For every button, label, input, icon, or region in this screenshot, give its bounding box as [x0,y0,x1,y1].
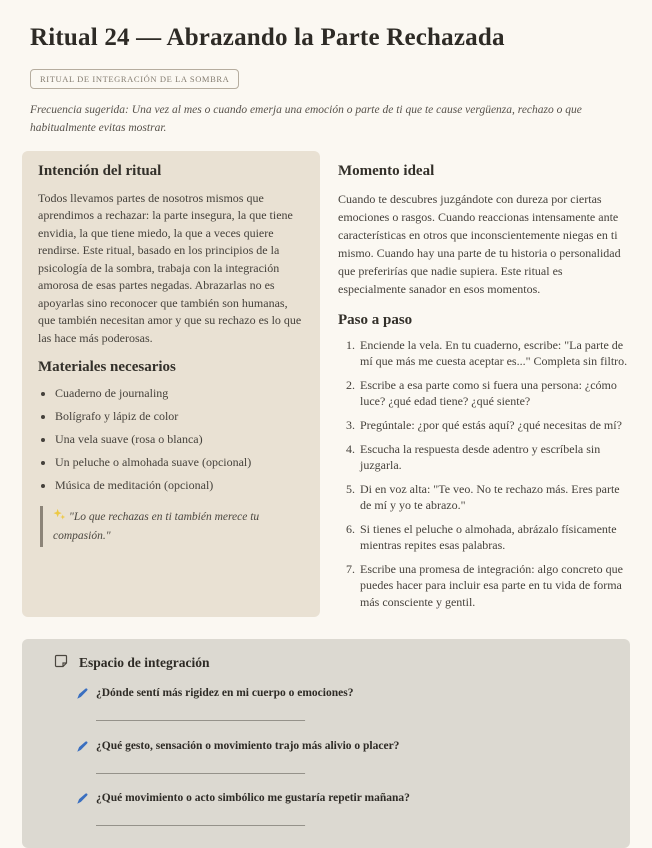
moment-body: Cuando te descubres juzgándote con dureza por ciertas emociones o rasgos. Cuando reaccionas intensamente ante características en otros que inconscientemente niegas en ti mismo. Cuando hay una parte de tu historia o personalidad que preferirías que nadie supiera. Este ritual es especialmente sanador en esos momentos. [338,191,621,296]
answer-line: ______________________________________ [96,762,305,775]
material-item: • Música de meditación (opcional) [55,478,304,493]
moment-heading: Momento ideal [338,162,435,179]
question-block [76,740,612,777]
question-row [76,792,612,808]
quote-text: "Lo que rechazas en ti también merece tu compasión." [53,511,260,542]
two-column-layout [22,151,630,618]
questions-list [40,687,612,829]
note-icon [54,654,68,672]
integration-heading: Espacio de integración [79,655,210,671]
intention-body: Todos llevamos partes de nosotros mismos que aprendimos a rechazar: la parte insegura, la que tiene envidia, la que tiene miedo, la que a veces quiere rendirse. Este ritual, basado en los principios de la psicología de la sombra, trabaja con la integración amorosa de esas partes negadas. Abrazarlas no es apoyarlas sino reconocer que también son humanas, que también necesitan amor y que su rechazo es lo que las hace más poderosas. [38,190,302,345]
intention-heading: Intención del ritual [38,162,162,179]
integration-header [54,654,612,672]
question-text: ¿Dónde sentí más rigidez en mi cuerpo o emociones? [96,687,354,700]
material-item: • Bolígrafo y lápiz de color [55,409,304,424]
page-title: Ritual 24 — Abrazando la Parte Rechazada [30,24,505,51]
pen-icon [76,741,88,756]
steps-heading: Paso a paso [338,311,413,328]
right-column [338,151,630,618]
answer-line: ______________________________________ [96,815,305,828]
step-item: 1. Enciende la vela. En tu cuaderno, escribe: "La parte de mí que más me cuesta aceptar es..." Completa sin filtro. [358,337,630,370]
step-item: 7. Escribe una promesa de integración: algo concreto que puedes hacer para incluir esa parte en tu vida de forma más consciente y gentil. [358,561,630,611]
step-item: 3. Pregúntale: ¿por qué estás aquí? ¿qué necesitas de mí? [358,417,630,434]
category-badge: RITUAL DE INTEGRACIÓN DE LA SOMBRA [30,69,239,89]
question-block [76,687,612,724]
material-item: • Una vela suave (rosa o blanca) [55,432,304,447]
question-text: ¿Qué movimiento o acto simbólico me gustaría repetir mañana? [96,792,410,805]
pen-icon [76,793,88,808]
pen-icon [76,688,88,703]
material-item: • Cuaderno de journaling [55,386,304,401]
question-block [76,792,612,829]
intention-card [22,151,320,618]
question-row [76,740,612,756]
step-item: 4. Escucha la respuesta desde adentro y escríbela sin juzgarla. [358,441,630,474]
materials-heading: Materiales necesarios [38,359,176,376]
frequency-note: Frecuencia sugerida: Una vez al mes o cuando emerja una emoción o parte de ti que te cause vergüenza, rechazo o que habitualmente evitas mostrar. [30,104,582,135]
step-item: 6. Si tienes el peluche o almohada, abrázalo físicamente mientras repites esas palabras. [358,521,630,554]
integration-card [22,639,630,847]
question-text: ¿Qué gesto, sensación o movimiento trajo más alivio o placer? [96,739,400,752]
step-item: 2. Escribe a esa parte como si fuera una persona: ¿cómo luce? ¿qué edad tiene? ¿qué siente? [358,377,630,410]
steps-list [338,337,630,611]
step-item: 5. Di en voz alta: "Te veo. No te rechazo más. Eres parte de mí y yo te abrazo." [358,481,630,514]
quote-block [40,506,304,547]
materials-list [38,386,304,493]
sparkles-icon [53,512,66,524]
material-item: • Un peluche o almohada suave (opcional) [55,455,304,470]
answer-line: ______________________________________ [96,710,305,723]
question-row [76,687,612,703]
